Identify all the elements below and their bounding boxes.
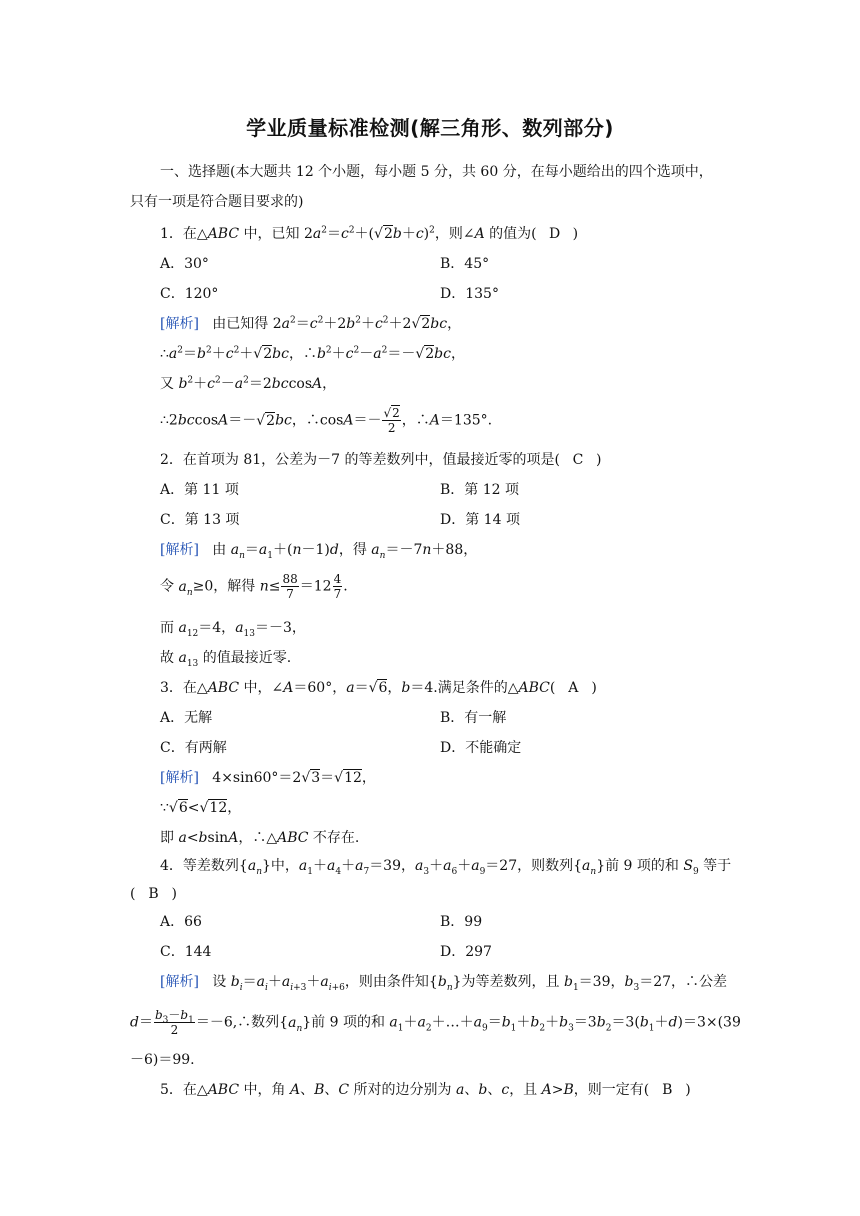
q4-option-a: A．66 [160,914,202,930]
q4-solution-line1: [解析] 设 $b_i=a_i+a_{i+3}+a_{i+6}$，则由条件知$\{b_n\}$为等差数列，且 $b_1=39$，$b_3=27$，∴公差 [160,974,728,993]
q4-jiexi-label: [解析] [160,974,199,990]
q2-jiexi-label: [解析] [160,542,199,558]
q4-option-b: B．99 [440,914,483,930]
q2-solution-line2: 令 $a_n\ge 0$，解得 n≤ $\frac{88}{7}$ ＝12 $\frac{4}{7}$ . [160,572,348,601]
q3-option-d: D．不能确定 [440,740,522,756]
q3-solution-line3: 即 a<bsinA，∴△ABC 不存在. [160,830,360,846]
q4-option-c: C．144 [160,944,212,960]
section-heading-line2: 只有一项是符合题目要求的) [130,194,304,210]
q1-stem-b: 中，已知 2 [239,226,313,242]
q2-stem-text: 2．在首项为 81，公差为－7 的等差数列中，值最接近零的项是( [160,452,560,468]
q2-solution-line3: 而 $a_{12}=4$，$a_{13}=-3$， [160,620,306,639]
page-title: 学业质量标准检测(解三角形、数列部分) [246,116,614,140]
q2-option-a: A．第 11 项 [160,482,239,498]
section-heading-line1: 一、选择题(本大题共 12 个小题，每小题 5 分，共 60 分，在每小题给出的四个选项中， [160,164,713,180]
q2-stem: 2．在首项为 81，公差为－7 的等差数列中，值最接近零的项是( C ) [160,452,602,468]
q1-solution-line2: $\therefore a^2=b^2+c^2+√$ 2bc，$\therefore b^2+c^2-a^2=-√$ 2bc， [160,344,465,364]
q5-stem: 5．在△ABC 中，角 A、B、C 所对的边分别为 a、b、c，且 A>B，则一定有( B ) [160,1082,691,1098]
q4-answer: B [148,886,159,902]
q3-option-c: C．有两解 [160,740,227,756]
q3-jiexi-label: [解析] [160,770,199,786]
q4-solution-line2: d＝ $\frac{b_3-b_1}{2}$ ＝－6,∴数列$\{a_n\}$前 9 项的和 $a_1+a_2+\dots+a_9=b_1+b_2+b_3=3b_2=3(b_1+d)=3\times(39$ [130,1008,741,1037]
q1-solution-line4: ∴2bccosA＝－√ 2bc，∴cosA＝－ √ $\frac{2}{2}$ ，∴A＝135°. [160,406,492,435]
q1-solution-line1: [解析] 由已知得 $2a^2=c^2+2b^2+c^2+2√$ 2bc， [160,314,461,334]
q1-stem: 1．在△ABC 中，已知 $2a^2=c^2+(√$ 2b＋c)$^2$，则∠A 的值为( D ) [160,224,578,244]
q4-option-d: D．297 [440,944,492,960]
q1-stem-abc: ABC [207,226,240,242]
q2-solution-line1: [解析] 由 $a_n=a_1+(n-1)d$，得 $a_n=-7n+88$， [160,542,478,561]
q4-solution-line3: －6)＝99. [130,1052,195,1068]
q3-solution-line1: [解析] 4×sin60°＝2√ 3＝√ 12， [160,768,376,788]
q4-stem-line2: ( B ) [130,886,177,902]
q1-option-d: D．135° [440,286,499,302]
q3-option-b: B．有一解 [440,710,507,726]
q2-option-b: B．第 12 项 [440,482,520,498]
q3-option-a: A．无解 [160,710,213,726]
q3-stem: 3．在△ABC 中，∠A＝60°，a＝√ 6，b＝4.满足条件的△ABC( A ) [160,678,597,698]
q2-answer: C [572,452,584,468]
q1-answer: D [549,226,561,242]
q3-solution-line2: ∵√ 6<√ 12， [160,798,241,818]
q4-stem-line1: 4．等差数列$\{a_n\}$中，$a_1+a_4+a_7=39$，$a_3+a_6+a_9=27$，则数列$\{a_n\}$前 9 项的和 $S_9$ 等于 [160,858,732,877]
q1-jiexi-label: [解析] [160,316,199,332]
q1-option-a: A．30° [160,256,209,272]
q5-answer: B [662,1082,673,1098]
q2-solution-line4: 故 $a_{13}$ 的值最接近零. [160,650,292,669]
q1-stem-a: 1．在△ [160,226,208,242]
q2-option-d: D．第 14 项 [440,512,520,528]
q3-answer: A [568,680,579,696]
q1-option-b: B．45° [440,256,490,272]
q2-option-c: C．第 13 项 [160,512,240,528]
q1-option-c: C．120° [160,286,219,302]
q1-solution-line3: 又 $b^2+c^2-a^2=2bccosA$， [160,375,337,392]
